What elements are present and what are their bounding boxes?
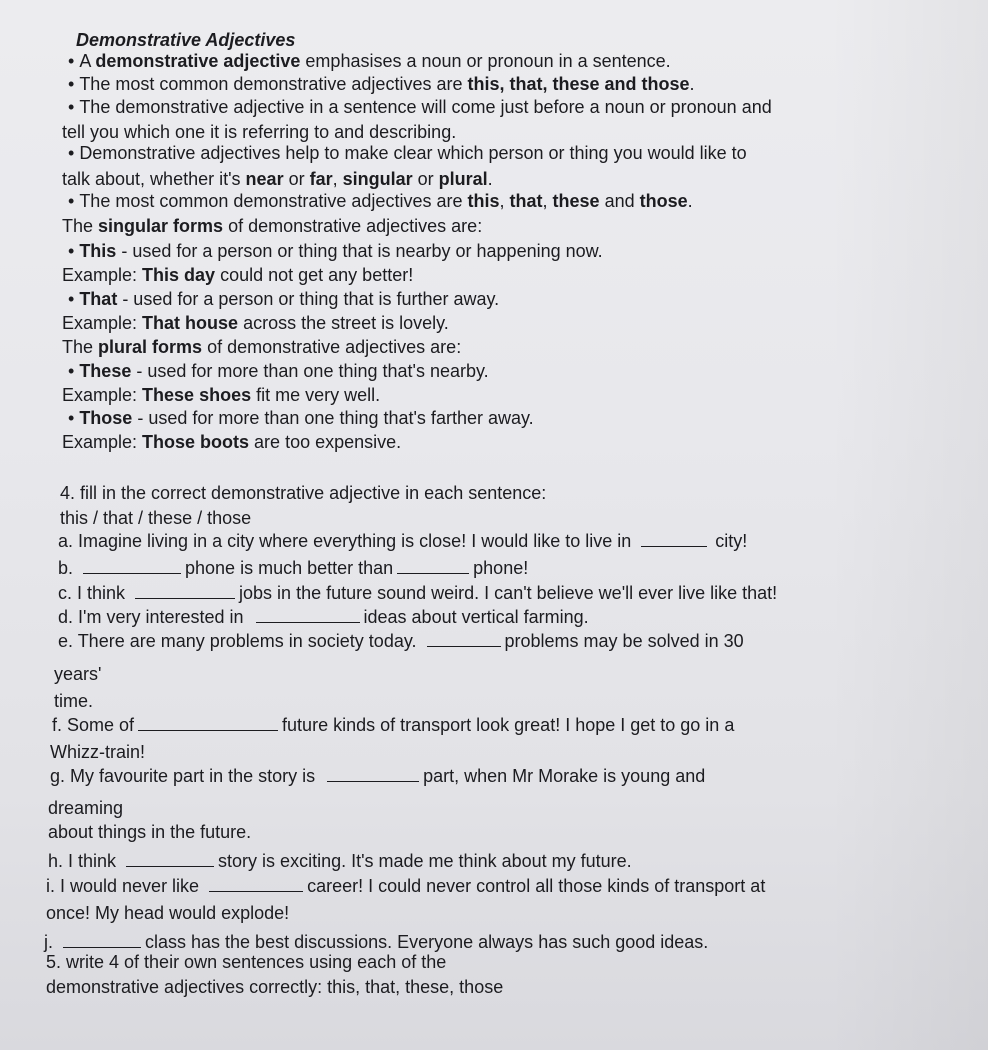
answer-blank-c[interactable] xyxy=(135,582,235,599)
text: or xyxy=(283,169,310,189)
text: future kinds of transport look great! I hope I get to go in a xyxy=(282,715,735,735)
question-c xyxy=(58,582,777,604)
answer-blank-b1[interactable] xyxy=(83,557,181,574)
text: could not get any better! xyxy=(215,265,414,285)
question-e xyxy=(58,630,744,652)
bold-term: Those xyxy=(79,408,133,428)
bullet-clarify: • Demonstrative adjectives help to make clear which person or thing you would like to xyxy=(68,143,747,163)
question-f-cont: Whizz-train! xyxy=(50,742,146,762)
text: d. I'm very interested in xyxy=(58,607,244,627)
bullet-demonstrative-definition: • A demonstrative adjective emphasises a noun or pronoun in a sentence. xyxy=(68,51,671,71)
exercise-4-heading: 4. fill in the correct demonstrative adjective in each sentence: xyxy=(60,483,547,503)
bold-term: that xyxy=(509,191,543,211)
text: Demonstrative adjectives help to make clear which person or thing you would like to xyxy=(79,143,747,163)
exercise-5-heading-cont: demonstrative adjectives correctly: this, that, these, those xyxy=(46,977,504,997)
bold-term: this xyxy=(467,191,500,211)
this-definition: • This - used for a person or thing that is nearby or happening now. xyxy=(68,241,603,261)
exercise-5-heading: 5. write 4 of their own sentences using each of the xyxy=(46,952,447,972)
page-shadow xyxy=(828,0,988,1050)
text: b. xyxy=(58,558,74,578)
answer-blank-h[interactable] xyxy=(126,850,214,867)
text: career! I could never control all those kinds of transport at xyxy=(307,876,766,896)
bold-term: singular xyxy=(342,169,413,189)
text: emphasises a noun or pronoun in a sentence. xyxy=(300,51,671,71)
bold-term: near xyxy=(245,169,284,189)
question-e-cont: years' xyxy=(54,664,102,684)
bold-term: Those boots xyxy=(142,432,250,452)
bold-term: singular forms xyxy=(98,216,224,236)
text: or xyxy=(412,169,439,189)
text: Example: xyxy=(62,313,143,333)
question-b xyxy=(58,557,528,579)
answer-blank-a[interactable] xyxy=(641,530,707,547)
plural-forms-intro xyxy=(62,336,461,358)
text: jobs in the future sound weird. I can't believe we'll ever live like that! xyxy=(239,583,778,603)
exercise-4-options: this / that / these / those xyxy=(60,508,252,528)
text: and xyxy=(599,191,640,211)
question-i-cont: once! My head would explode! xyxy=(46,903,290,923)
text: Example: xyxy=(62,265,143,285)
text: a. Imagine living in a city where everything is close! I would like to live in xyxy=(58,531,632,551)
bullet-placement: • The demonstrative adjective in a sentence will come just before a noun or pronoun and xyxy=(68,97,772,117)
text: f. Some of xyxy=(52,715,135,735)
question-e-cont2: time. xyxy=(54,691,94,711)
answer-blank-d[interactable] xyxy=(256,606,360,623)
question-j xyxy=(44,931,708,953)
text: class has the best discussions. Everyone always has such good ideas. xyxy=(145,932,709,952)
bullet-common-adjectives: • The most common demonstrative adjectives are this, that, these and those. xyxy=(68,74,695,94)
text: city! xyxy=(715,531,748,551)
text: phone! xyxy=(473,558,529,578)
text: . xyxy=(689,74,695,94)
singular-forms-intro xyxy=(62,215,482,237)
answer-blank-f[interactable] xyxy=(138,714,278,731)
text: The xyxy=(62,337,99,357)
bold-term: these xyxy=(552,191,600,211)
bold-term: This day xyxy=(142,265,216,285)
text: problems may be solved in 30 xyxy=(504,631,744,651)
page-title: Demonstrative Adjectives xyxy=(76,30,296,50)
answer-blank-b2[interactable] xyxy=(397,557,469,574)
text: The xyxy=(62,216,99,236)
text: , xyxy=(542,191,553,211)
question-g-cont: dreaming xyxy=(48,798,124,818)
these-example xyxy=(62,384,380,406)
question-h xyxy=(48,850,632,872)
bold-term: These xyxy=(79,361,132,381)
question-g xyxy=(50,765,705,787)
text: , xyxy=(332,169,343,189)
text: The most common demonstrative adjectives are xyxy=(79,191,468,211)
text: are too expensive. xyxy=(249,432,402,452)
that-definition: • That - used for a person or thing that is further away. xyxy=(68,289,500,309)
text: , xyxy=(499,191,510,211)
text: c. I think xyxy=(58,583,126,603)
text: - used for a person or thing that is nearby or happening now. xyxy=(116,241,603,261)
text: i. I would never like xyxy=(46,876,200,896)
bold-term: far xyxy=(309,169,333,189)
bold-term: those xyxy=(639,191,688,211)
text: fit me very well. xyxy=(251,385,381,405)
text: e. There are many problems in society today. xyxy=(58,631,417,651)
bullet-placement-cont: tell you which one it is referring to and describing. xyxy=(62,122,457,142)
text: of demonstrative adjectives are: xyxy=(202,337,462,357)
text: The demonstrative adjective in a sentence will come just before a noun or pronoun and xyxy=(79,97,772,117)
bold-term: plural xyxy=(438,169,488,189)
text: story is exciting. It's made me think about my future. xyxy=(218,851,632,871)
these-definition: • These - used for more than one thing that's nearby. xyxy=(68,361,489,381)
text: - used for more than one thing that's farther away. xyxy=(132,408,534,428)
bullet-common-adjectives-repeat: • The most common demonstrative adjectives are this, that, these and those. xyxy=(68,191,693,211)
bold-term: These shoes xyxy=(142,385,252,405)
text: j. xyxy=(44,932,53,952)
answer-blank-j[interactable] xyxy=(63,931,141,948)
question-d xyxy=(58,606,589,628)
text: ideas about vertical farming. xyxy=(363,607,589,627)
bold-term: This xyxy=(79,241,117,261)
text: g. My favourite part in the story is xyxy=(50,766,316,786)
text: phone is much better than xyxy=(185,558,394,578)
text: - used for more than one thing that's nearby. xyxy=(131,361,489,381)
text: The most common demonstrative adjectives are xyxy=(79,74,468,94)
question-i xyxy=(46,875,765,897)
text: Example: xyxy=(62,432,143,452)
bullet-clarify-cont xyxy=(62,168,493,190)
text: talk about, whether it's xyxy=(62,169,246,189)
text: - used for a person or thing that is further away. xyxy=(117,289,500,309)
bold-term: plural forms xyxy=(98,337,203,357)
question-g-cont2: about things in the future. xyxy=(48,822,252,842)
question-f xyxy=(52,714,734,736)
bold-term: demonstrative adjective xyxy=(95,51,301,71)
bold-term: That xyxy=(79,289,118,309)
answer-blank-i[interactable] xyxy=(209,875,303,892)
those-example xyxy=(62,431,401,453)
text: h. I think xyxy=(48,851,117,871)
text: . xyxy=(687,191,693,211)
answer-blank-e[interactable] xyxy=(427,630,501,647)
answer-blank-g[interactable] xyxy=(327,765,419,782)
text: . xyxy=(487,169,493,189)
question-a xyxy=(58,530,747,552)
text: Example: xyxy=(62,385,143,405)
text: A xyxy=(79,51,96,71)
bold-term: this, that, these and those xyxy=(467,74,690,94)
text: across the street is lovely. xyxy=(238,313,449,333)
text: part, when Mr Morake is young and xyxy=(423,766,706,786)
bold-term: That house xyxy=(142,313,239,333)
text: of demonstrative adjectives are: xyxy=(223,216,483,236)
those-definition: • Those - used for more than one thing that's farther away. xyxy=(68,408,534,428)
this-example xyxy=(62,264,413,286)
that-example xyxy=(62,312,449,334)
